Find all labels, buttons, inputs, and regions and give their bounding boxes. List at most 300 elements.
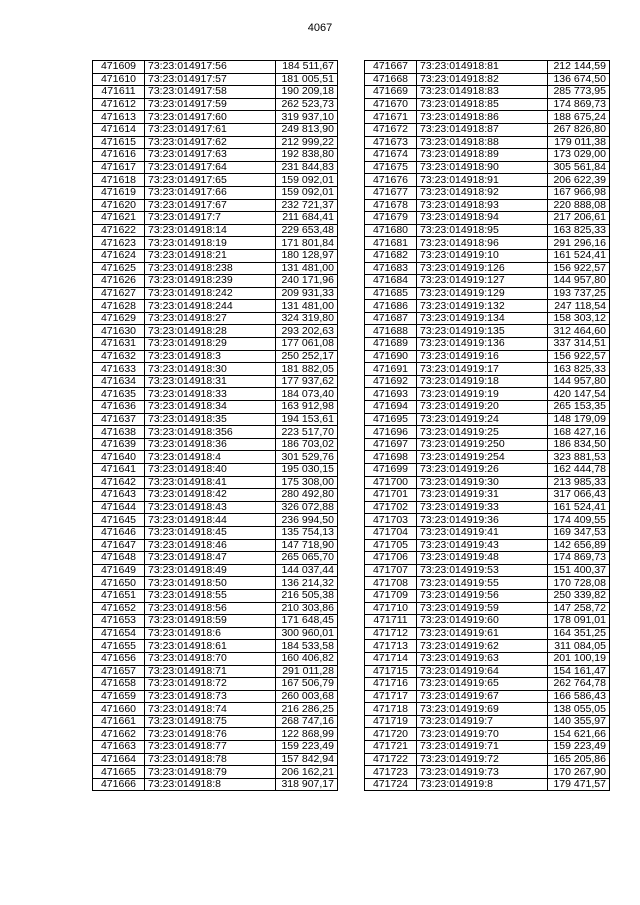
row-number: 471713 <box>365 640 417 653</box>
table-row <box>365 312 610 325</box>
cadastral-value: 229 653,48 <box>276 224 338 237</box>
table-row <box>365 237 610 250</box>
table-row <box>365 489 610 502</box>
cadastral-number: 73:23:014918:72 <box>145 678 276 691</box>
row-number: 471615 <box>93 136 145 149</box>
cadastral-value: 193 737,25 <box>548 287 610 300</box>
table-row <box>93 262 338 275</box>
cadastral-value: 265 065,70 <box>276 552 338 565</box>
row-number: 471708 <box>365 577 417 590</box>
row-number: 471616 <box>93 149 145 162</box>
cadastral-number: 73:23:014919:25 <box>417 426 548 439</box>
cadastral-value: 160 406,82 <box>276 652 338 665</box>
row-number: 471641 <box>93 464 145 477</box>
cadastral-value: 184 511,67 <box>276 61 338 74</box>
row-number: 471622 <box>93 224 145 237</box>
cadastral-number: 73:23:014918:47 <box>145 552 276 565</box>
cadastral-value: 420 147,54 <box>548 388 610 401</box>
row-number: 471663 <box>93 741 145 754</box>
cadastral-number: 73:23:014918:93 <box>417 199 548 212</box>
table-row <box>93 287 338 300</box>
table-row <box>93 552 338 565</box>
table-row <box>365 388 610 401</box>
cadastral-value: 180 128,97 <box>276 249 338 262</box>
row-number: 471710 <box>365 602 417 615</box>
cadastral-number: 73:23:014919:71 <box>417 741 548 754</box>
cadastral-number: 73:23:014919:41 <box>417 526 548 539</box>
cadastral-value: 267 826,80 <box>548 123 610 136</box>
cadastral-value: 210 303,86 <box>276 602 338 615</box>
right-table <box>364 60 610 791</box>
cadastral-value: 250 339,82 <box>548 589 610 602</box>
table-row <box>365 275 610 288</box>
table-row <box>93 224 338 237</box>
row-number: 471654 <box>93 627 145 640</box>
table-row <box>365 589 610 602</box>
table-row <box>93 564 338 577</box>
table-row <box>365 413 610 426</box>
row-number: 471620 <box>93 199 145 212</box>
row-number: 471719 <box>365 715 417 728</box>
cadastral-number: 73:23:014917:64 <box>145 161 276 174</box>
row-number: 471646 <box>93 526 145 539</box>
table-row <box>365 464 610 477</box>
row-number: 471689 <box>365 338 417 351</box>
row-number: 471672 <box>365 123 417 136</box>
table-row <box>365 86 610 99</box>
table-row <box>93 300 338 313</box>
row-number: 471644 <box>93 501 145 514</box>
cadastral-number: 73:23:014918:83 <box>417 86 548 99</box>
row-number: 471627 <box>93 287 145 300</box>
table-row <box>365 262 610 275</box>
cadastral-value: 159 223,49 <box>276 741 338 754</box>
row-number: 471686 <box>365 300 417 313</box>
row-number: 471721 <box>365 741 417 754</box>
row-number: 471652 <box>93 602 145 615</box>
table-row <box>365 438 610 451</box>
cadastral-value: 240 171,96 <box>276 275 338 288</box>
cadastral-value: 167 966,98 <box>548 186 610 199</box>
cadastral-number: 73:23:014918:75 <box>145 715 276 728</box>
cadastral-number: 73:23:014919:250 <box>417 438 548 451</box>
table-row <box>365 212 610 225</box>
cadastral-number: 73:23:014918:31 <box>145 375 276 388</box>
table-row <box>93 73 338 86</box>
cadastral-number: 73:23:014918:45 <box>145 526 276 539</box>
table-row <box>365 161 610 174</box>
cadastral-value: 301 529,76 <box>276 451 338 464</box>
cadastral-value: 250 252,17 <box>276 350 338 363</box>
cadastral-value: 174 409,55 <box>548 514 610 527</box>
table-row <box>365 174 610 187</box>
table-row <box>365 766 610 779</box>
cadastral-value: 186 703,02 <box>276 438 338 451</box>
cadastral-number: 73:23:014918:94 <box>417 212 548 225</box>
table-row <box>93 275 338 288</box>
row-number: 471639 <box>93 438 145 451</box>
cadastral-number: 73:23:014918:74 <box>145 703 276 716</box>
row-number: 471677 <box>365 186 417 199</box>
table-row <box>93 61 338 74</box>
table-row <box>93 602 338 615</box>
table-row <box>93 678 338 691</box>
row-number: 471705 <box>365 539 417 552</box>
cadastral-number: 73:23:014918:6 <box>145 627 276 640</box>
row-number: 471685 <box>365 287 417 300</box>
cadastral-value: 165 205,86 <box>548 753 610 766</box>
cadastral-value: 162 444,78 <box>548 464 610 477</box>
table-row <box>93 338 338 351</box>
cadastral-number: 73:23:014917:7 <box>145 212 276 225</box>
cadastral-number: 73:23:014918:34 <box>145 401 276 414</box>
cadastral-value: 159 223,49 <box>548 741 610 754</box>
cadastral-number: 73:23:014919:26 <box>417 464 548 477</box>
cadastral-value: 177 937,62 <box>276 375 338 388</box>
cadastral-value: 195 030,15 <box>276 464 338 477</box>
row-number: 471643 <box>93 489 145 502</box>
table-row <box>365 741 610 754</box>
cadastral-number: 73:23:014919:72 <box>417 753 548 766</box>
cadastral-number: 73:23:014918:8 <box>145 778 276 791</box>
cadastral-number: 73:23:014919:70 <box>417 728 548 741</box>
cadastral-value: 312 464,60 <box>548 325 610 338</box>
cadastral-value: 179 011,38 <box>548 136 610 149</box>
table-row <box>365 350 610 363</box>
cadastral-value: 136 214,32 <box>276 577 338 590</box>
cadastral-number: 73:23:014918:87 <box>417 123 548 136</box>
cadastral-number: 73:23:014918:85 <box>417 98 548 111</box>
row-number: 471662 <box>93 728 145 741</box>
table-row <box>365 602 610 615</box>
cadastral-value: 188 675,24 <box>548 111 610 124</box>
table-row <box>93 501 338 514</box>
cadastral-value: 167 506,79 <box>276 678 338 691</box>
cadastral-number: 73:23:014918:238 <box>145 262 276 275</box>
row-number: 471650 <box>93 577 145 590</box>
cadastral-number: 73:23:014918:49 <box>145 564 276 577</box>
cadastral-value: 184 533,58 <box>276 640 338 653</box>
row-number: 471696 <box>365 426 417 439</box>
row-number: 471683 <box>365 262 417 275</box>
row-number: 471649 <box>93 564 145 577</box>
table-row <box>365 73 610 86</box>
table-row <box>93 375 338 388</box>
cadastral-number: 73:23:014917:60 <box>145 111 276 124</box>
cadastral-value: 184 073,40 <box>276 388 338 401</box>
row-number: 471671 <box>365 111 417 124</box>
cadastral-value: 147 718,90 <box>276 539 338 552</box>
row-number: 471697 <box>365 438 417 451</box>
cadastral-value: 154 621,66 <box>548 728 610 741</box>
cadastral-value: 318 907,17 <box>276 778 338 791</box>
table-row <box>93 728 338 741</box>
cadastral-value: 324 319,80 <box>276 312 338 325</box>
cadastral-value: 170 728,08 <box>548 577 610 590</box>
cadastral-number: 73:23:014919:7 <box>417 715 548 728</box>
table-row <box>365 627 610 640</box>
cadastral-value: 216 505,38 <box>276 589 338 602</box>
row-number: 471668 <box>365 73 417 86</box>
cadastral-number: 73:23:014917:63 <box>145 149 276 162</box>
cadastral-value: 212 144,59 <box>548 61 610 74</box>
cadastral-value: 174 869,73 <box>548 552 610 565</box>
cadastral-value: 211 684,41 <box>276 212 338 225</box>
table-row <box>93 388 338 401</box>
row-number: 471623 <box>93 237 145 250</box>
cadastral-number: 73:23:014918:86 <box>417 111 548 124</box>
row-number: 471658 <box>93 678 145 691</box>
table-row <box>365 325 610 338</box>
row-number: 471679 <box>365 212 417 225</box>
cadastral-number: 73:23:014918:91 <box>417 174 548 187</box>
row-number: 471678 <box>365 199 417 212</box>
cadastral-number: 73:23:014919:59 <box>417 602 548 615</box>
cadastral-number: 73:23:014919:129 <box>417 287 548 300</box>
cadastral-value: 293 202,63 <box>276 325 338 338</box>
table-row <box>365 476 610 489</box>
table-row <box>93 753 338 766</box>
cadastral-number: 73:23:014918:21 <box>145 249 276 262</box>
table-row <box>93 199 338 212</box>
table-row <box>365 401 610 414</box>
cadastral-number: 73:23:014919:17 <box>417 363 548 376</box>
cadastral-value: 305 561,84 <box>548 161 610 174</box>
row-number: 471613 <box>93 111 145 124</box>
row-number: 471631 <box>93 338 145 351</box>
row-number: 471682 <box>365 249 417 262</box>
cadastral-value: 148 179,09 <box>548 413 610 426</box>
cadastral-number: 73:23:014918:88 <box>417 136 548 149</box>
cadastral-value: 175 308,00 <box>276 476 338 489</box>
table-row <box>365 224 610 237</box>
cadastral-value: 161 524,41 <box>548 501 610 514</box>
cadastral-value: 144 037,44 <box>276 564 338 577</box>
row-number: 471714 <box>365 652 417 665</box>
cadastral-value: 265 153,35 <box>548 401 610 414</box>
table-row <box>93 766 338 779</box>
table-row <box>93 438 338 451</box>
cadastral-number: 73:23:014918:4 <box>145 451 276 464</box>
table-row <box>93 426 338 439</box>
row-number: 471621 <box>93 212 145 225</box>
row-number: 471655 <box>93 640 145 653</box>
left-table <box>92 60 338 791</box>
row-number: 471675 <box>365 161 417 174</box>
cadastral-value: 260 003,68 <box>276 690 338 703</box>
table-row <box>365 98 610 111</box>
cadastral-value: 216 286,25 <box>276 703 338 716</box>
cadastral-number: 73:23:014918:244 <box>145 300 276 313</box>
table-row <box>93 589 338 602</box>
row-number: 471718 <box>365 703 417 716</box>
table-row <box>365 665 610 678</box>
row-number: 471681 <box>365 237 417 250</box>
table-row <box>93 615 338 628</box>
table-row <box>93 476 338 489</box>
cadastral-number: 73:23:014918:79 <box>145 766 276 779</box>
cadastral-value: 236 994,50 <box>276 514 338 527</box>
cadastral-number: 73:23:014918:90 <box>417 161 548 174</box>
cadastral-value: 161 524,41 <box>548 249 610 262</box>
cadastral-value: 171 648,45 <box>276 615 338 628</box>
table-row <box>365 123 610 136</box>
cadastral-number: 73:23:014919:73 <box>417 766 548 779</box>
row-number: 471619 <box>93 186 145 199</box>
cadastral-value: 142 656,89 <box>548 539 610 552</box>
table-row <box>365 111 610 124</box>
cadastral-value: 144 957,80 <box>548 275 610 288</box>
row-number: 471636 <box>93 401 145 414</box>
cadastral-value: 135 754,13 <box>276 526 338 539</box>
cadastral-number: 73:23:014919:48 <box>417 552 548 565</box>
table-row <box>365 526 610 539</box>
cadastral-value: 181 882,05 <box>276 363 338 376</box>
cadastral-value: 158 303,12 <box>548 312 610 325</box>
cadastral-number: 73:23:014918:40 <box>145 464 276 477</box>
cadastral-value: 179 471,57 <box>548 778 610 791</box>
row-number: 471709 <box>365 589 417 602</box>
cadastral-value: 177 061,08 <box>276 338 338 351</box>
table-row <box>365 199 610 212</box>
row-number: 471626 <box>93 275 145 288</box>
cadastral-value: 131 481,00 <box>276 262 338 275</box>
cadastral-number: 73:23:014919:55 <box>417 577 548 590</box>
table-row <box>93 111 338 124</box>
row-number: 471704 <box>365 526 417 539</box>
row-number: 471670 <box>365 98 417 111</box>
cadastral-value: 163 825,33 <box>548 363 610 376</box>
cadastral-value: 206 622,39 <box>548 174 610 187</box>
cadastral-value: 171 801,84 <box>276 237 338 250</box>
cadastral-number: 73:23:014919:30 <box>417 476 548 489</box>
row-number: 471720 <box>365 728 417 741</box>
cadastral-number: 73:23:014919:126 <box>417 262 548 275</box>
cadastral-value: 262 764,78 <box>548 678 610 691</box>
cadastral-value: 323 881,53 <box>548 451 610 464</box>
table-row <box>365 552 610 565</box>
cadastral-number: 73:23:014918:61 <box>145 640 276 653</box>
cadastral-value: 140 355,97 <box>548 715 610 728</box>
row-number: 471690 <box>365 350 417 363</box>
cadastral-number: 73:23:014919:60 <box>417 615 548 628</box>
row-number: 471660 <box>93 703 145 716</box>
cadastral-number: 73:23:014918:92 <box>417 186 548 199</box>
cadastral-number: 73:23:014918:19 <box>145 237 276 250</box>
cadastral-value: 300 960,01 <box>276 627 338 640</box>
row-number: 471638 <box>93 426 145 439</box>
cadastral-value: 223 517,70 <box>276 426 338 439</box>
cadastral-value: 212 999,22 <box>276 136 338 149</box>
table-row <box>93 212 338 225</box>
row-number: 471617 <box>93 161 145 174</box>
row-number: 471624 <box>93 249 145 262</box>
cadastral-number: 73:23:014919:65 <box>417 678 548 691</box>
row-number: 471695 <box>365 413 417 426</box>
table-row <box>365 577 610 590</box>
row-number: 471634 <box>93 375 145 388</box>
cadastral-value: 231 844,83 <box>276 161 338 174</box>
table-row <box>93 690 338 703</box>
cadastral-value: 206 162,21 <box>276 766 338 779</box>
cadastral-value: 169 347,53 <box>548 526 610 539</box>
table-row <box>365 149 610 162</box>
table-row <box>365 375 610 388</box>
cadastral-number: 73:23:014917:58 <box>145 86 276 99</box>
table-row <box>365 426 610 439</box>
cadastral-number: 73:23:014919:10 <box>417 249 548 262</box>
row-number: 471693 <box>365 388 417 401</box>
cadastral-number: 73:23:014919:61 <box>417 627 548 640</box>
cadastral-value: 268 747,16 <box>276 715 338 728</box>
cadastral-value: 249 813,90 <box>276 123 338 136</box>
cadastral-number: 73:23:014918:76 <box>145 728 276 741</box>
table-row <box>365 652 610 665</box>
row-number: 471691 <box>365 363 417 376</box>
table-row <box>365 690 610 703</box>
cadastral-number: 73:23:014918:70 <box>145 652 276 665</box>
cadastral-number: 73:23:014919:36 <box>417 514 548 527</box>
cadastral-number: 73:23:014918:29 <box>145 338 276 351</box>
cadastral-number: 73:23:014918:242 <box>145 287 276 300</box>
row-number: 471642 <box>93 476 145 489</box>
row-number: 471661 <box>93 715 145 728</box>
cadastral-value: 192 838,80 <box>276 149 338 162</box>
cadastral-number: 73:23:014918:42 <box>145 489 276 502</box>
cadastral-value: 190 209,18 <box>276 86 338 99</box>
cadastral-number: 73:23:014918:14 <box>145 224 276 237</box>
row-number: 471687 <box>365 312 417 325</box>
table-row <box>93 237 338 250</box>
row-number: 471673 <box>365 136 417 149</box>
cadastral-value: 147 258,72 <box>548 602 610 615</box>
cadastral-number: 73:23:014919:127 <box>417 275 548 288</box>
cadastral-number: 73:23:014918:35 <box>145 413 276 426</box>
row-number: 471667 <box>365 61 417 74</box>
cadastral-number: 73:23:014919:43 <box>417 539 548 552</box>
cadastral-number: 73:23:014919:19 <box>417 388 548 401</box>
cadastral-value: 209 931,33 <box>276 287 338 300</box>
cadastral-value: 337 314,51 <box>548 338 610 351</box>
cadastral-value: 317 066,43 <box>548 489 610 502</box>
cadastral-value: 168 427,16 <box>548 426 610 439</box>
row-number: 471724 <box>365 778 417 791</box>
cadastral-number: 73:23:014918:59 <box>145 615 276 628</box>
row-number: 471653 <box>93 615 145 628</box>
table-row <box>93 627 338 640</box>
cadastral-value: 178 091,01 <box>548 615 610 628</box>
table-row <box>93 451 338 464</box>
cadastral-value: 220 888,08 <box>548 199 610 212</box>
row-number: 471716 <box>365 678 417 691</box>
table-row <box>365 363 610 376</box>
cadastral-value: 166 586,43 <box>548 690 610 703</box>
cadastral-value: 319 937,10 <box>276 111 338 124</box>
row-number: 471635 <box>93 388 145 401</box>
table-row <box>93 86 338 99</box>
cadastral-number: 73:23:014918:3 <box>145 350 276 363</box>
row-number: 471700 <box>365 476 417 489</box>
table-row <box>93 577 338 590</box>
table-row <box>93 665 338 678</box>
cadastral-number: 73:23:014919:62 <box>417 640 548 653</box>
cadastral-number: 73:23:014919:31 <box>417 489 548 502</box>
cadastral-value: 280 492,80 <box>276 489 338 502</box>
table-row <box>93 539 338 552</box>
cadastral-number: 73:23:014918:55 <box>145 589 276 602</box>
row-number: 471664 <box>93 753 145 766</box>
table-row <box>365 287 610 300</box>
